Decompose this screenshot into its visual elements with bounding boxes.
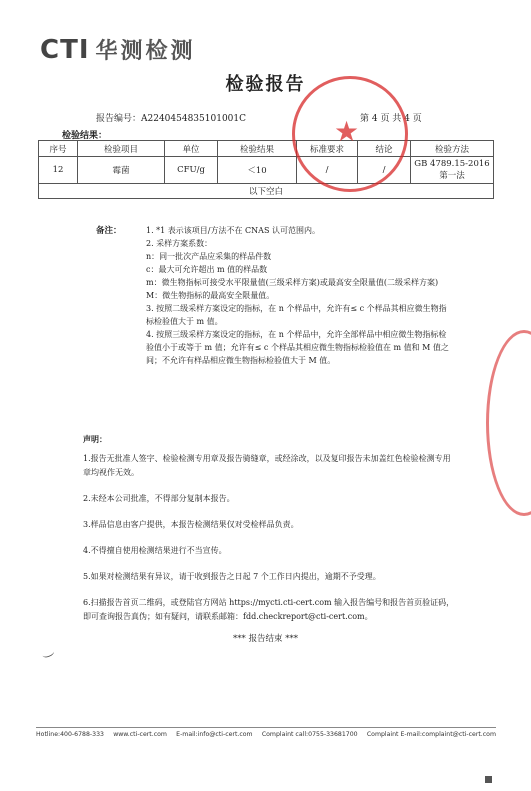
scan-badge	[485, 776, 525, 784]
footer-divider	[36, 727, 496, 728]
note-line: n：同一批次产品应采集的样品件数	[146, 252, 272, 261]
col-header-no: 序号	[39, 141, 78, 157]
col-header-unit: 单位	[165, 141, 218, 157]
blank-row	[39, 184, 494, 199]
note-line: m：微生物指标可接受水平限量值(三级采样方案)或最高安全限量值(二级采样方案)	[146, 278, 439, 287]
table-header-row	[39, 141, 494, 157]
col-header-method: 检验方法	[411, 141, 494, 157]
declaration-item: 2.未经本公司批准，不得部分复制本报告。	[83, 494, 235, 503]
report-end-marker: *** 报告结束 ***	[233, 634, 298, 644]
footer-email: E-mail:info@cti-cert.com	[176, 731, 253, 738]
logo-latin: CTI	[40, 35, 90, 65]
qr-icon	[485, 776, 492, 783]
report-number: 报告编号：A2240454835101001C	[96, 114, 247, 124]
table-row	[39, 157, 494, 184]
footer-hotline: Hotline:400-6788-333	[36, 731, 104, 738]
col-header-result: 检验结果	[218, 141, 297, 157]
cell-method	[411, 157, 494, 184]
blank-note: 以下空白	[39, 184, 494, 199]
results-table	[38, 140, 494, 199]
note-line: 2. 采样方案系数：	[146, 239, 213, 248]
col-header-conclusion: 结论	[358, 141, 411, 157]
page-footer	[36, 731, 496, 738]
cell-unit: CFU/g	[165, 157, 218, 184]
declaration-item: 1.报告无批准人签字、检验检测专用章及报告骑缝章，或经涂改，以及复印报告未加盖红色检验检测专用章均视作无效。	[83, 454, 451, 477]
declaration-item: 5.如果对检测结果有异议，请于收到报告之日起 7 个工作日内提出，逾期不予受理。	[83, 572, 381, 581]
note-line: M：微生物指标的最高安全限量值。	[146, 291, 275, 300]
cell-item: 霉菌	[78, 157, 165, 184]
cell-conclusion: /	[358, 157, 411, 184]
handwritten-mark	[41, 648, 55, 659]
declaration-block	[83, 432, 458, 636]
page-number: 第 4 页 共 4 页	[360, 114, 422, 124]
report-title: 检验报告	[225, 74, 306, 95]
note-line: 1. *1 表示该项目/方法不在 CNAS 认可范围内。	[146, 226, 320, 235]
declaration-item: 6.扫描报告首页二维码，或登陆官方网站 https://mycti.cti-cert.com 输入报告编号和报告首页验证码，即可查询报告真伪；如有疑问，请联系邮箱：fdd.checkreport@cti-cert.com。	[83, 598, 455, 621]
results-heading: 检验结果：	[62, 131, 108, 141]
company-logo	[40, 34, 196, 65]
note-line: 4. 按照三级采样方案设定的指标，在 n 个样品中，允许全部样品中相应微生物指标检验值小于或等于 m 值；允许有≤ c 个样品其相应微生物指标检验值在 m 值和 M 值之间；不允许有样品相应微生物指标检验值大于 M 值。	[146, 330, 449, 365]
method-standard: GB 4789.15-2016	[414, 159, 490, 169]
note-line: 3. 按照二级采样方案设定的指标，在 n 个样品中，允许有≤ c 个样品其相应微生物指标检验值大于 m 值。	[146, 304, 447, 326]
col-header-item: 检验项目	[78, 141, 165, 157]
cell-no: 12	[39, 157, 78, 184]
official-seal-stamp	[292, 76, 408, 192]
declaration-item: 3.样品信息由客户提供，本报告检测结果仅对受检样品负责。	[83, 520, 299, 529]
notes-block	[146, 224, 452, 367]
cell-result: ＜10	[218, 157, 297, 184]
footer-complaint-email: Complaint E-mail:complaint@cti-cert.com	[366, 731, 496, 738]
seam-seal-stamp	[486, 330, 531, 516]
seal-star-icon: ★	[334, 115, 360, 148]
footer-complaint-call: Complaint call:0755-33681700	[261, 731, 358, 738]
col-header-standard: 标准要求	[297, 141, 358, 157]
logo-chinese: 华测检测	[95, 39, 196, 64]
note-line: c：最大可允许超出 m 值的样品数	[146, 265, 268, 274]
footer-website: www.cti-cert.com	[113, 731, 167, 738]
cell-standard: /	[297, 157, 358, 184]
method-variant: 第一法	[439, 171, 465, 181]
declaration-heading: 声明：	[83, 434, 107, 444]
notes-label: 备注：	[96, 226, 122, 236]
declaration-item: 4.不得擅自使用检测结果进行不当宣传。	[83, 546, 227, 555]
